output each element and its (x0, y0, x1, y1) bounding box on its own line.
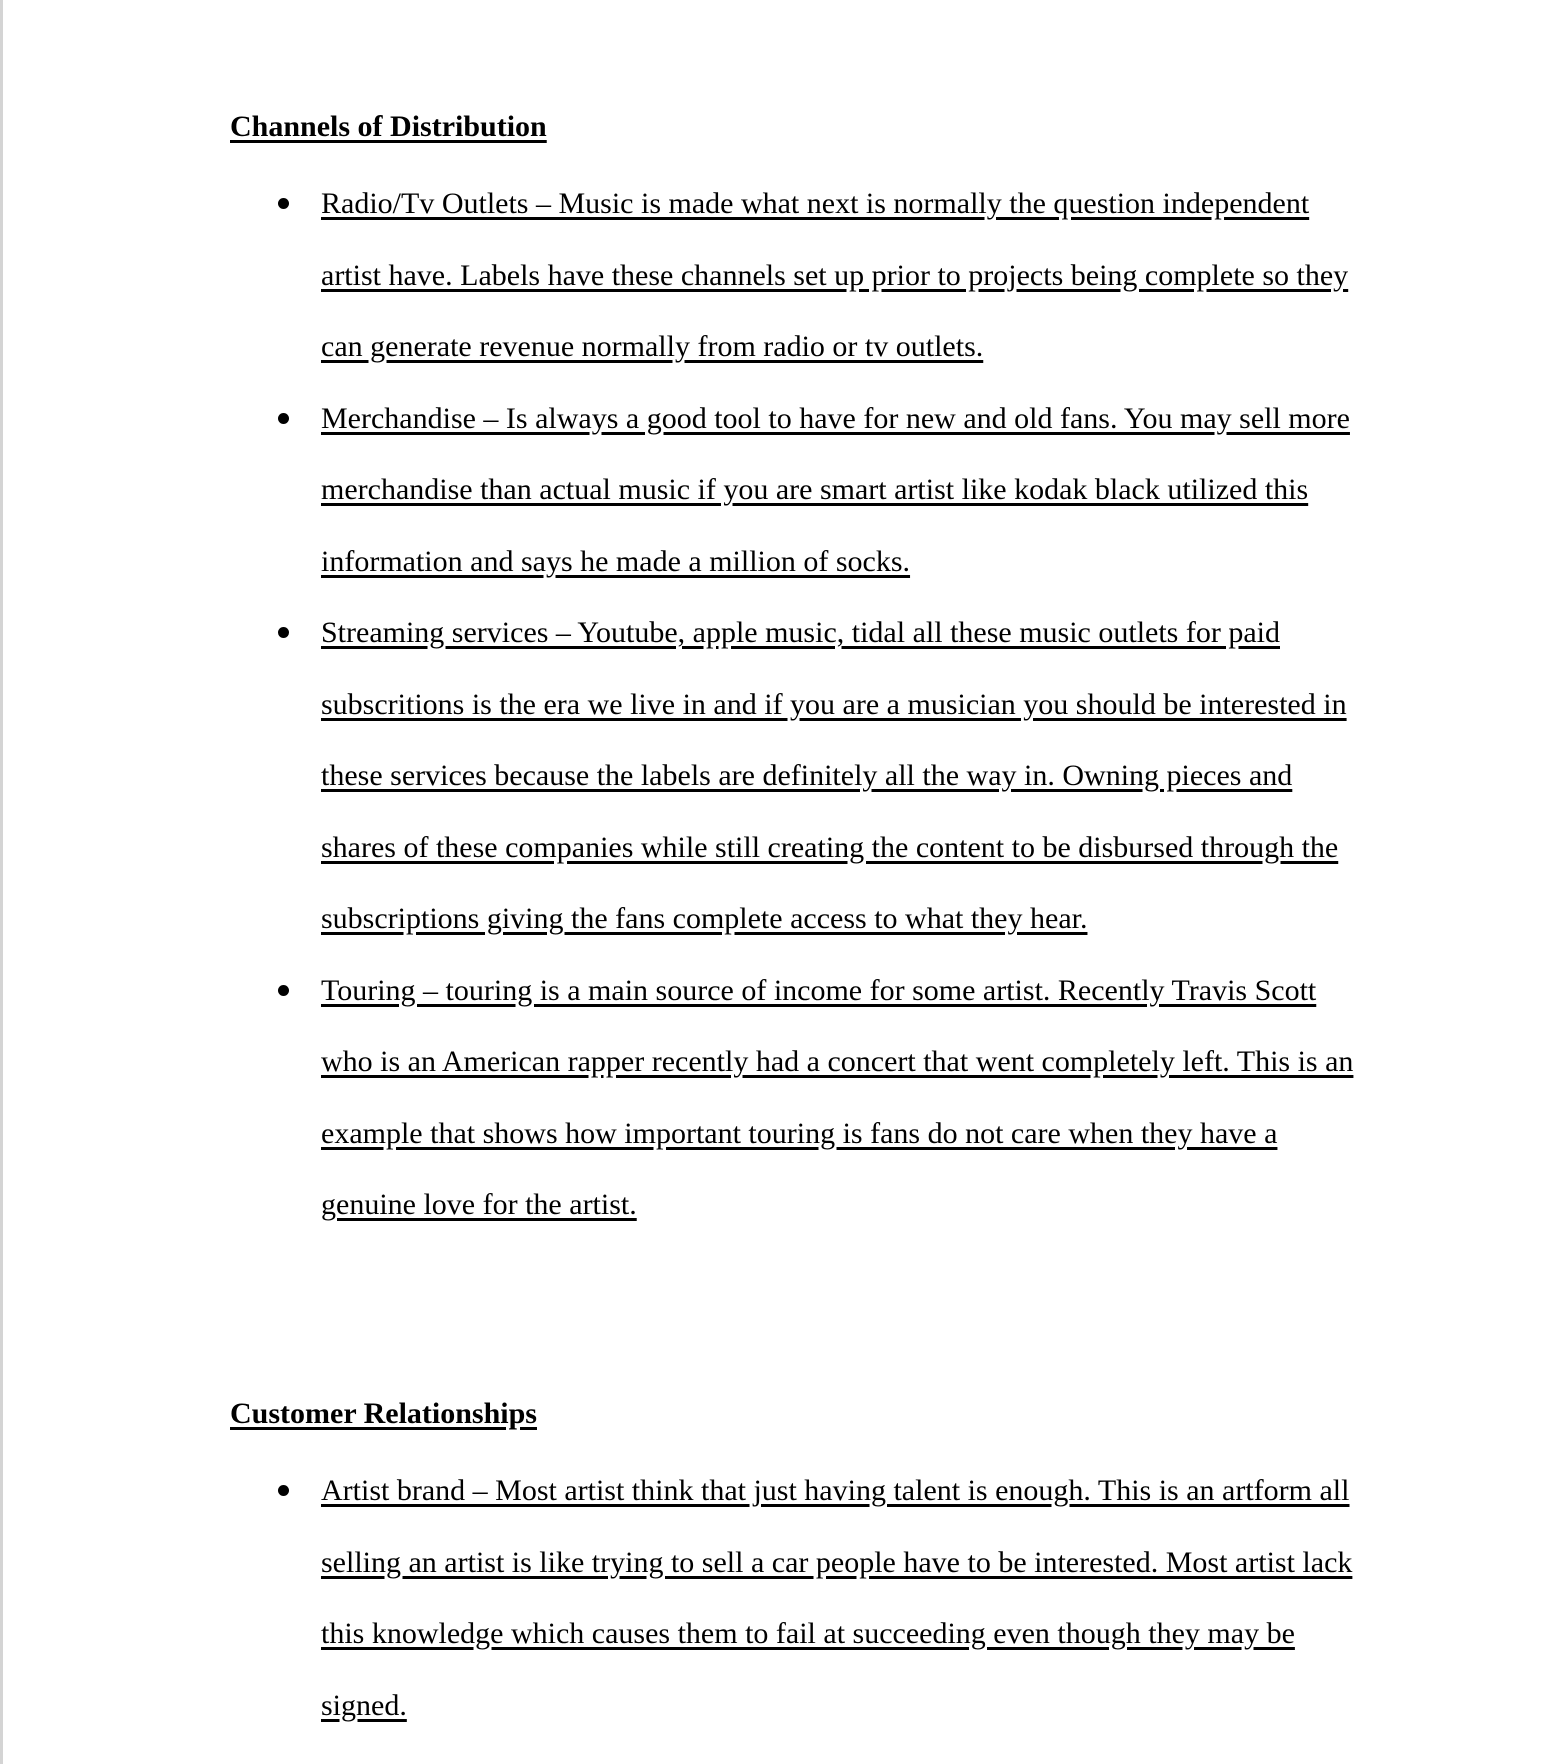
list-item (230, 1455, 1380, 1741)
list-item-text: Touring – touring is a main source of income for some artist. Recently Travis Scott who is an American rapper recently had a concert that went completely left. This is an example that shows how important touring is fans do not care when they have a genuine love for the artist. (321, 973, 1354, 1221)
customer-relationships-list (230, 1455, 1380, 1741)
list-item (230, 955, 1380, 1241)
bullet-icon (278, 985, 289, 996)
list-item (230, 597, 1380, 955)
list-item-text: Merchandise – Is always a good tool to have for new and old fans. You may sell more merchandise than actual music if you are smart artist like kodak black utilized this information and says he made a million of socks. (321, 401, 1350, 578)
page-edge (0, 0, 3, 1764)
list-item (230, 383, 1380, 598)
heading-channels-of-distribution: Channels of Distribution (230, 110, 547, 143)
list-item-text: Radio/Tv Outlets – Music is made what next is normally the question independent artist have. Labels have these channels set up prior to projects being complete so they can generate revenue normally from radio or tv outlets. (321, 187, 1349, 363)
channels-list (230, 168, 1380, 1241)
bullet-icon (278, 1485, 289, 1496)
heading-customer-relationships: Customer Relationships (230, 1397, 537, 1430)
list-item-text: Streaming services – Youtube, apple music, tidal all these music outlets for paid subscritions is the era we live in and if you are a musician you should be interested in these services because the labels are definitely all the way in. Owning pieces and shares of these companies while still creating the content to be disbursed through the subscriptions giving the fans complete access to what they hear. (321, 616, 1347, 935)
bullet-icon (278, 627, 289, 638)
bullet-icon (278, 198, 289, 209)
list-item (230, 168, 1380, 383)
bullet-icon (278, 413, 289, 424)
list-item-text: Artist brand – Most artist think that just having talent is enough. This is an artform all selling an artist is like trying to sell a car people have to be interested. Most artist lack this knowledge which causes them to fail at succeeding even though they may be signed. (321, 1474, 1353, 1722)
